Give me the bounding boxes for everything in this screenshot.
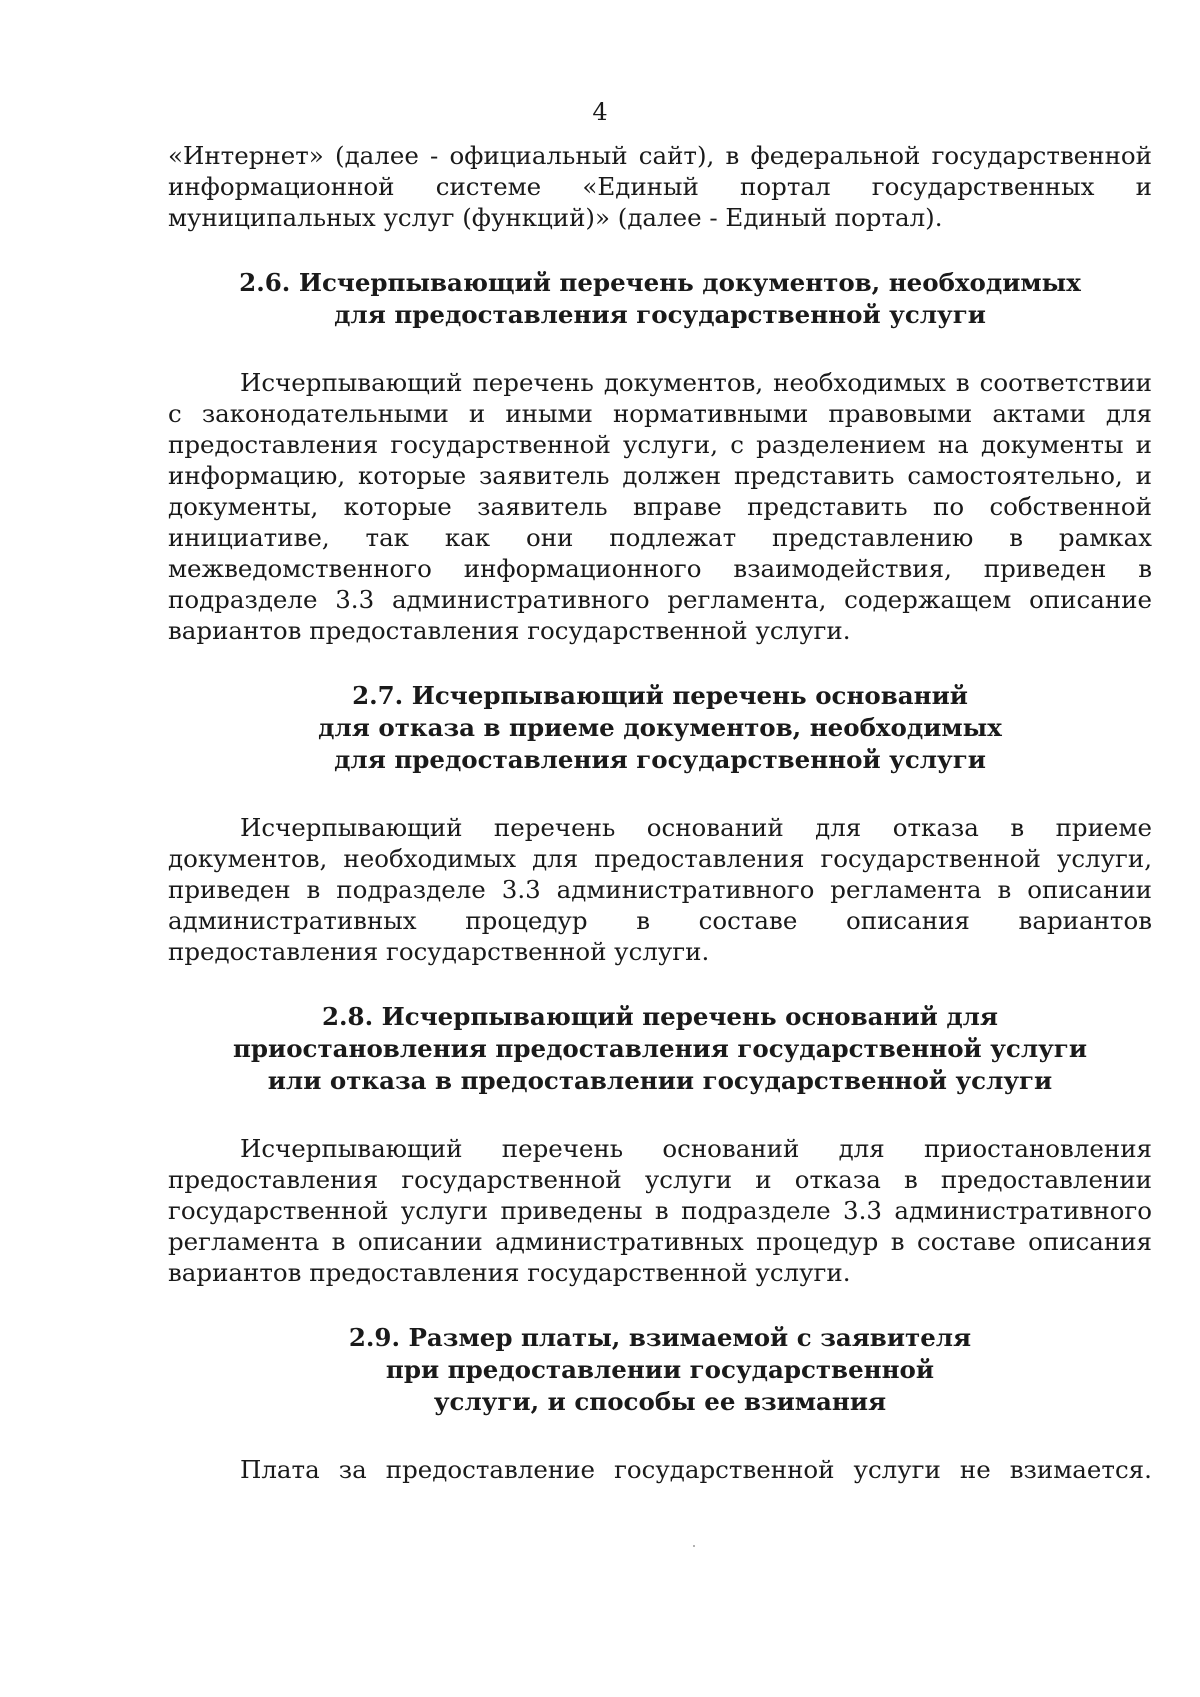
- section-2-7-heading: [168, 680, 1152, 776]
- heading-line: услуги, и способы ее взимания: [433, 1387, 887, 1416]
- word: Плата: [240, 1455, 320, 1484]
- section-2-9-body: [168, 1454, 1152, 1485]
- heading-line: для предоставления государственной услуги: [334, 745, 986, 774]
- word: услуги: [853, 1455, 941, 1484]
- heading-line: или отказа в предоставлении государственной услуги: [267, 1066, 1053, 1095]
- heading-line: 2.7. Исчерпывающий перечень оснований: [352, 681, 968, 710]
- heading-line: для отказа в приеме документов, необходимых: [318, 713, 1002, 742]
- heading-line: 2.6. Исчерпывающий перечень документов, необходимых: [239, 268, 1081, 297]
- heading-line: при предоставлении государственной: [385, 1355, 935, 1384]
- section-2-8-heading: [168, 1001, 1152, 1097]
- word: взимается.: [1009, 1455, 1152, 1484]
- section-2-8-body: Исчерпывающий перечень оснований для приостановления предоставления государственной услуги и отказа в предоставлении государственной услуги приведены в подразделе 3.3 административного регламента в описании административных процедур в составе описания вариантов предоставления государственной услуги.: [168, 1134, 1152, 1287]
- section-2-6-heading: [168, 267, 1152, 331]
- word: предоставление: [385, 1455, 596, 1484]
- page-number: 4: [592, 98, 608, 126]
- word: не: [959, 1455, 991, 1484]
- scan-speck: [693, 1545, 695, 1547]
- section-2-9-heading: [168, 1322, 1152, 1418]
- heading-line: приостановления предоставления государственной услуги: [232, 1034, 1087, 1063]
- intro-paragraph: «Интернет» (далее - официальный сайт), в федеральной государственной информационной системе «Единый портал государственных и муниципальных услуг (функций)» (далее - Единый портал).: [168, 141, 1152, 232]
- word: за: [338, 1455, 367, 1484]
- section-2-7-body: Исчерпывающий перечень оснований для отказа в приеме документов, необходимых для предоставления государственной услуги, приведен в подразделе 3.3 административного регламента в описании административных процедур в составе описания вариантов предоставления государственной услуги.: [168, 813, 1152, 966]
- section-2-6-body: Исчерпывающий перечень документов, необходимых в соответствии с законодательными и иными нормативными правовыми актами для предоставления государственной услуги, с разделением на документы и информацию, которые заявитель должен представить самостоятельно, и документы, которые заявитель вправе представить по собственной инициативе, так как они подлежат представлению в рамках межведомственного информационного взаимодействия, приведен в подразделе 3.3 административного регламента, содержащем описание вариантов предоставления государственной услуги.: [168, 368, 1152, 645]
- heading-line: для предоставления государственной услуги: [334, 300, 986, 329]
- word: государственной: [614, 1455, 835, 1484]
- heading-line: 2.9. Размер платы, взимаемой с заявителя: [348, 1323, 972, 1352]
- heading-line: 2.8. Исчерпывающий перечень оснований для: [321, 1002, 999, 1031]
- document-body: [168, 140, 1152, 1485]
